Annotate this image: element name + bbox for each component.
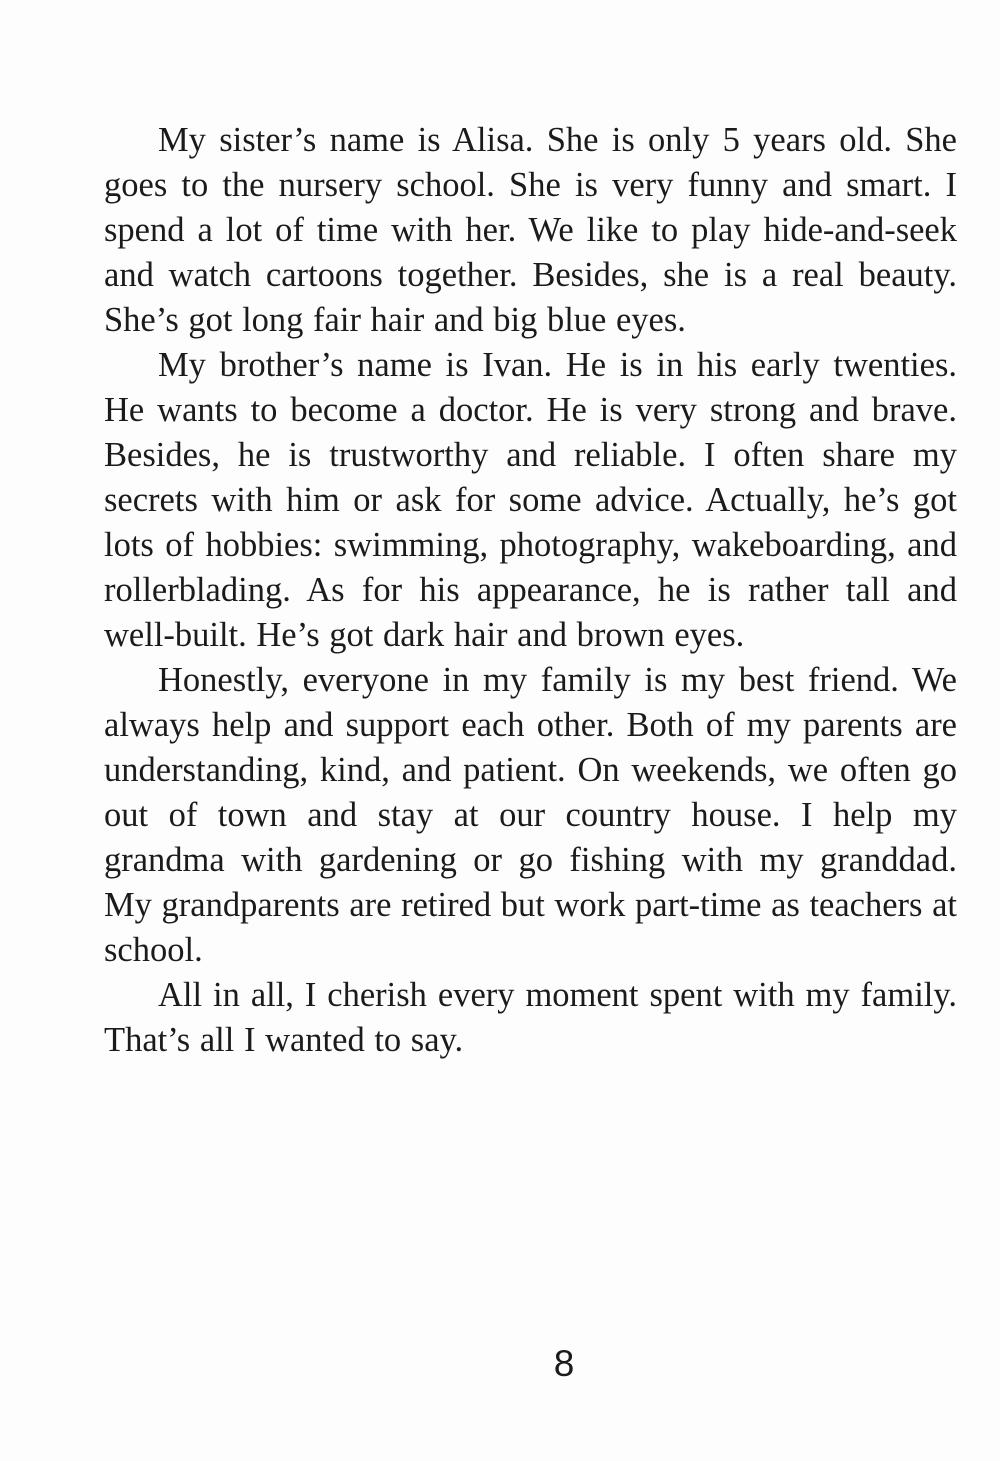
paragraph-conclusion: All in all, I cherish every moment spent with my family. That’s all I wanted to say. (104, 976, 957, 1059)
body-text (104, 118, 957, 1063)
paragraph-sister: My sister’s name is Alisa. She is only 5 years old. She goes to the nursery school. She is very funny and smart. I spend a lot of time with her. We like to play hide-and-seek and watch cartoons together. Besides, she is a real beauty. She’s got long fair hair and big blue eyes. (104, 121, 957, 339)
paragraph-brother: My brother’s name is Ivan. He is in his early twenties. He wants to become a doctor. He is very strong and brave. Besides, he is trustworthy and reliable. I often share my secrets with him or ask for some advice. Actually, he’s got lots of hobbies: swimming, photography, wakeboarding, and rollerblading. As for his appearance, he is rather tall and well-built. He’s got dark hair and brown eyes. (104, 346, 957, 654)
paragraph-family: Honestly, everyone in my family is my best friend. We always help and support each other. Both of my parents are understanding, kind, and patient. On weekends, we often go out of town and stay at our country house. I help my grandma with gardening or go fishing with my granddad. My grandparents are retired but work part-time as teachers at school. (104, 661, 957, 969)
page-number: 8 (553, 1343, 575, 1384)
